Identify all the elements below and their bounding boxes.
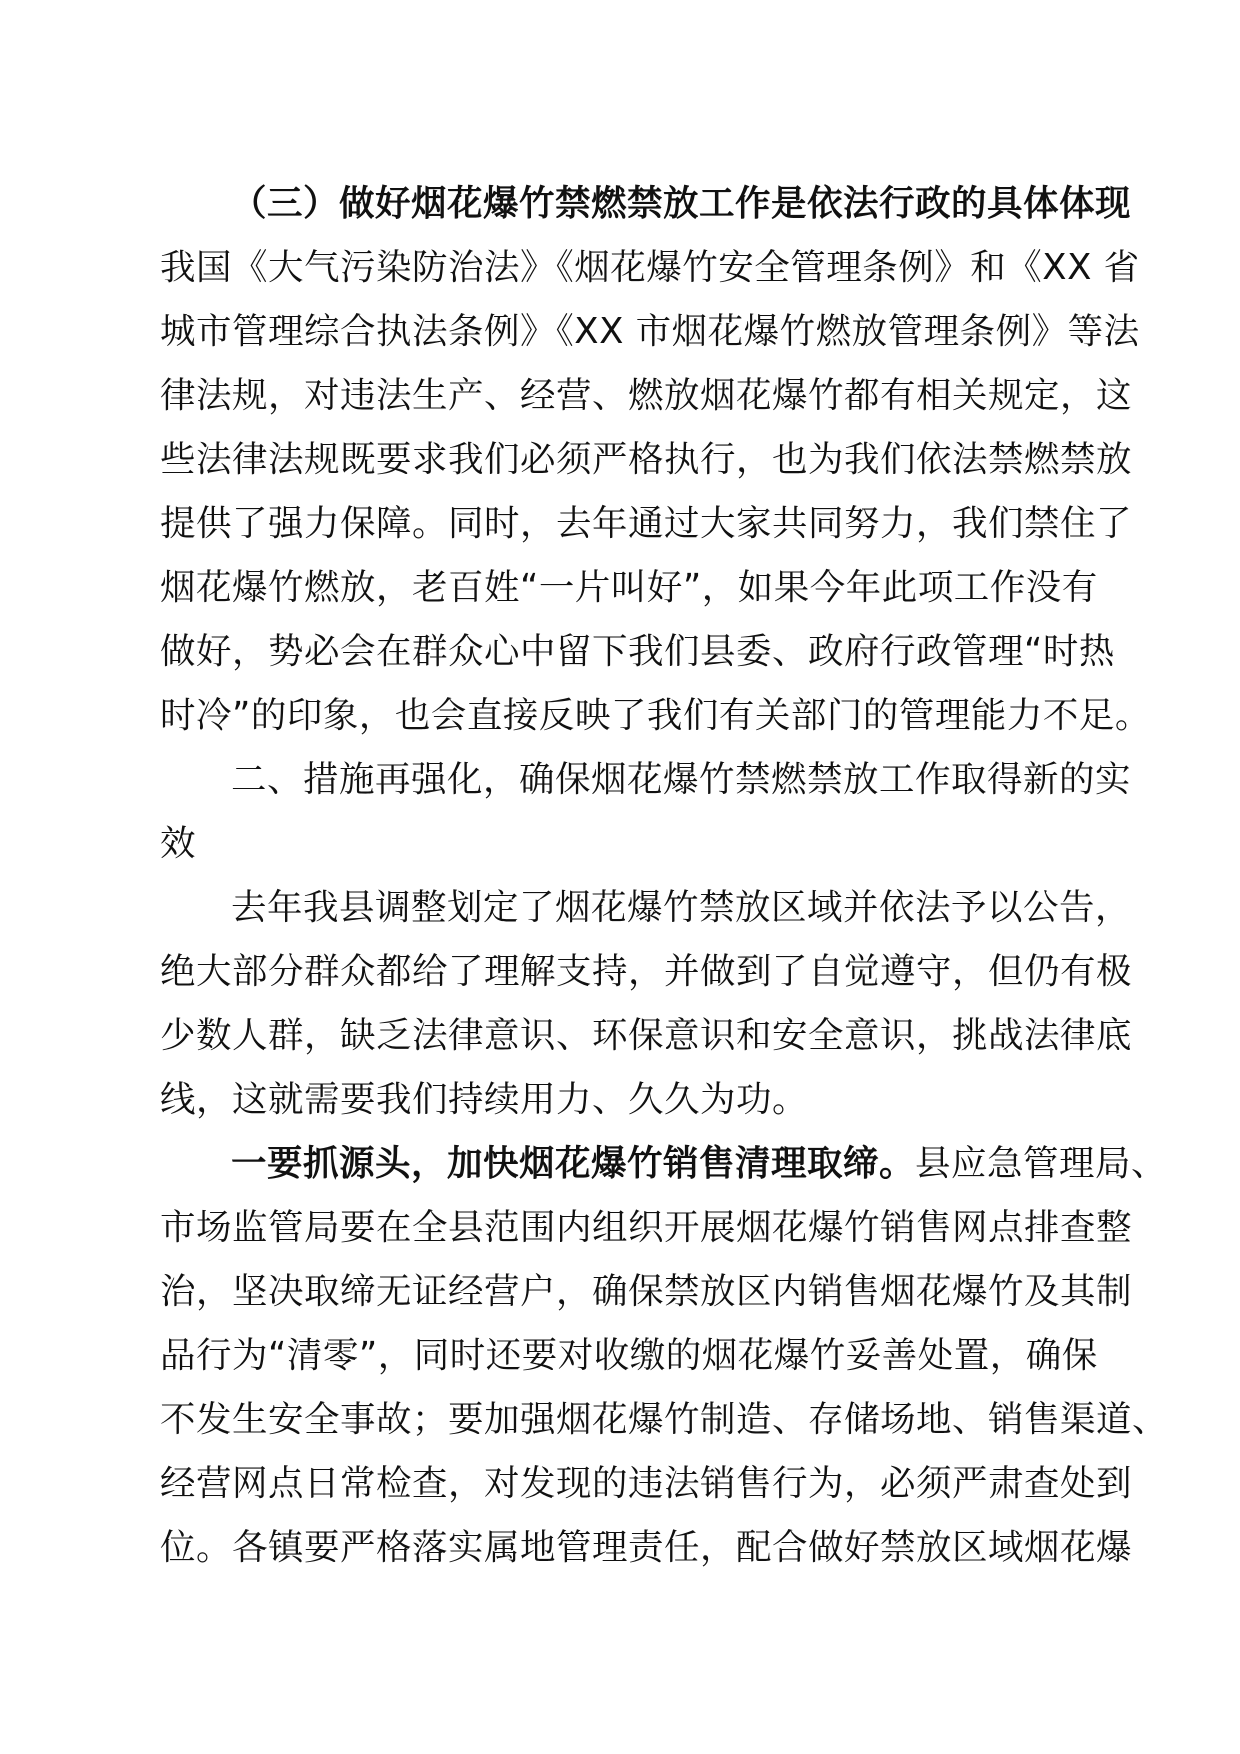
- text-line: 效: [160, 823, 197, 864]
- text-line: 些法律法规既要求我们必须严格执行，也为我们依法禁燃禁放: [160, 439, 1133, 480]
- text-line: 位。各镇要严格落实属地管理责任，配合做好禁放区域烟花爆: [160, 1527, 1133, 1568]
- measure-lead-bold: 一要抓源头，加快烟花爆竹销售清理取缔。: [231, 1143, 916, 1184]
- subsection-heading-3: （三）做好烟花爆竹禁燃禁放工作是依法行政的具体体现: [231, 183, 1132, 224]
- text-line: 绝大部分群众都给了理解支持，并做到了自觉遵守，但仍有极: [160, 951, 1133, 992]
- text-line: 不发生安全事故；要加强烟花爆竹制造、存储场地、销售渠道、: [160, 1399, 1169, 1440]
- text-line: 烟花爆竹燃放，老百姓“一片叫好”，如果今年此项工作没有: [160, 567, 1098, 608]
- section-heading-2: [160, 748, 1132, 876]
- paragraph-background: [160, 876, 1133, 1132]
- text-line: 治，坚决取缔无证经营户，确保禁放区内销售烟花爆竹及其制: [160, 1271, 1133, 1312]
- paragraph-measure-1: [160, 1132, 1169, 1580]
- text-line: 时冷”的印象，也会直接反映了我们有关部门的管理能力不足。: [160, 695, 1151, 736]
- text-line: [160, 1132, 1168, 1196]
- text-line: 律法规，对违法生产、经营、燃放烟花爆竹都有相关规定，这: [160, 375, 1133, 416]
- text-line: 市场监管局要在全县范围内组织开展烟花爆竹销售网点排查整: [160, 1207, 1133, 1248]
- text-line: 少数人群，缺乏法律意识、环保意识和安全意识，挑战法律底: [160, 1015, 1133, 1056]
- text-line: 线，这就需要我们持续用力、久久为功。: [160, 1079, 809, 1120]
- text-line: 经营网点日常检查，对发现的违法销售行为，必须严肃查处到: [160, 1463, 1133, 1504]
- measure-lead-rest: 县应急管理局、: [915, 1143, 1168, 1184]
- text-line: 城市管理综合执法条例》《XX 市烟花爆竹燃放管理条例》等法: [160, 311, 1140, 352]
- paragraph-legal-basis: [160, 236, 1151, 748]
- text-line: 去年我县调整划定了烟花爆竹禁放区域并依法予以公告，: [231, 887, 1132, 928]
- document-page: [160, 172, 1169, 1580]
- text-line: 品行为“清零”，同时还要对收缴的烟花爆竹妥善处置，确保: [160, 1335, 1098, 1376]
- text-line: 提供了强力保障。同时，去年通过大家共同努力，我们禁住了: [160, 503, 1133, 544]
- text-line: 我国《大气污染防治法》《烟花爆竹安全管理条例》和《XX 省: [160, 247, 1140, 288]
- text-line: 做好，势必会在群众心中留下我们县委、政府行政管理“时热: [160, 631, 1115, 672]
- text-line: 二、措施再强化，确保烟花爆竹禁燃禁放工作取得新的实: [231, 759, 1132, 800]
